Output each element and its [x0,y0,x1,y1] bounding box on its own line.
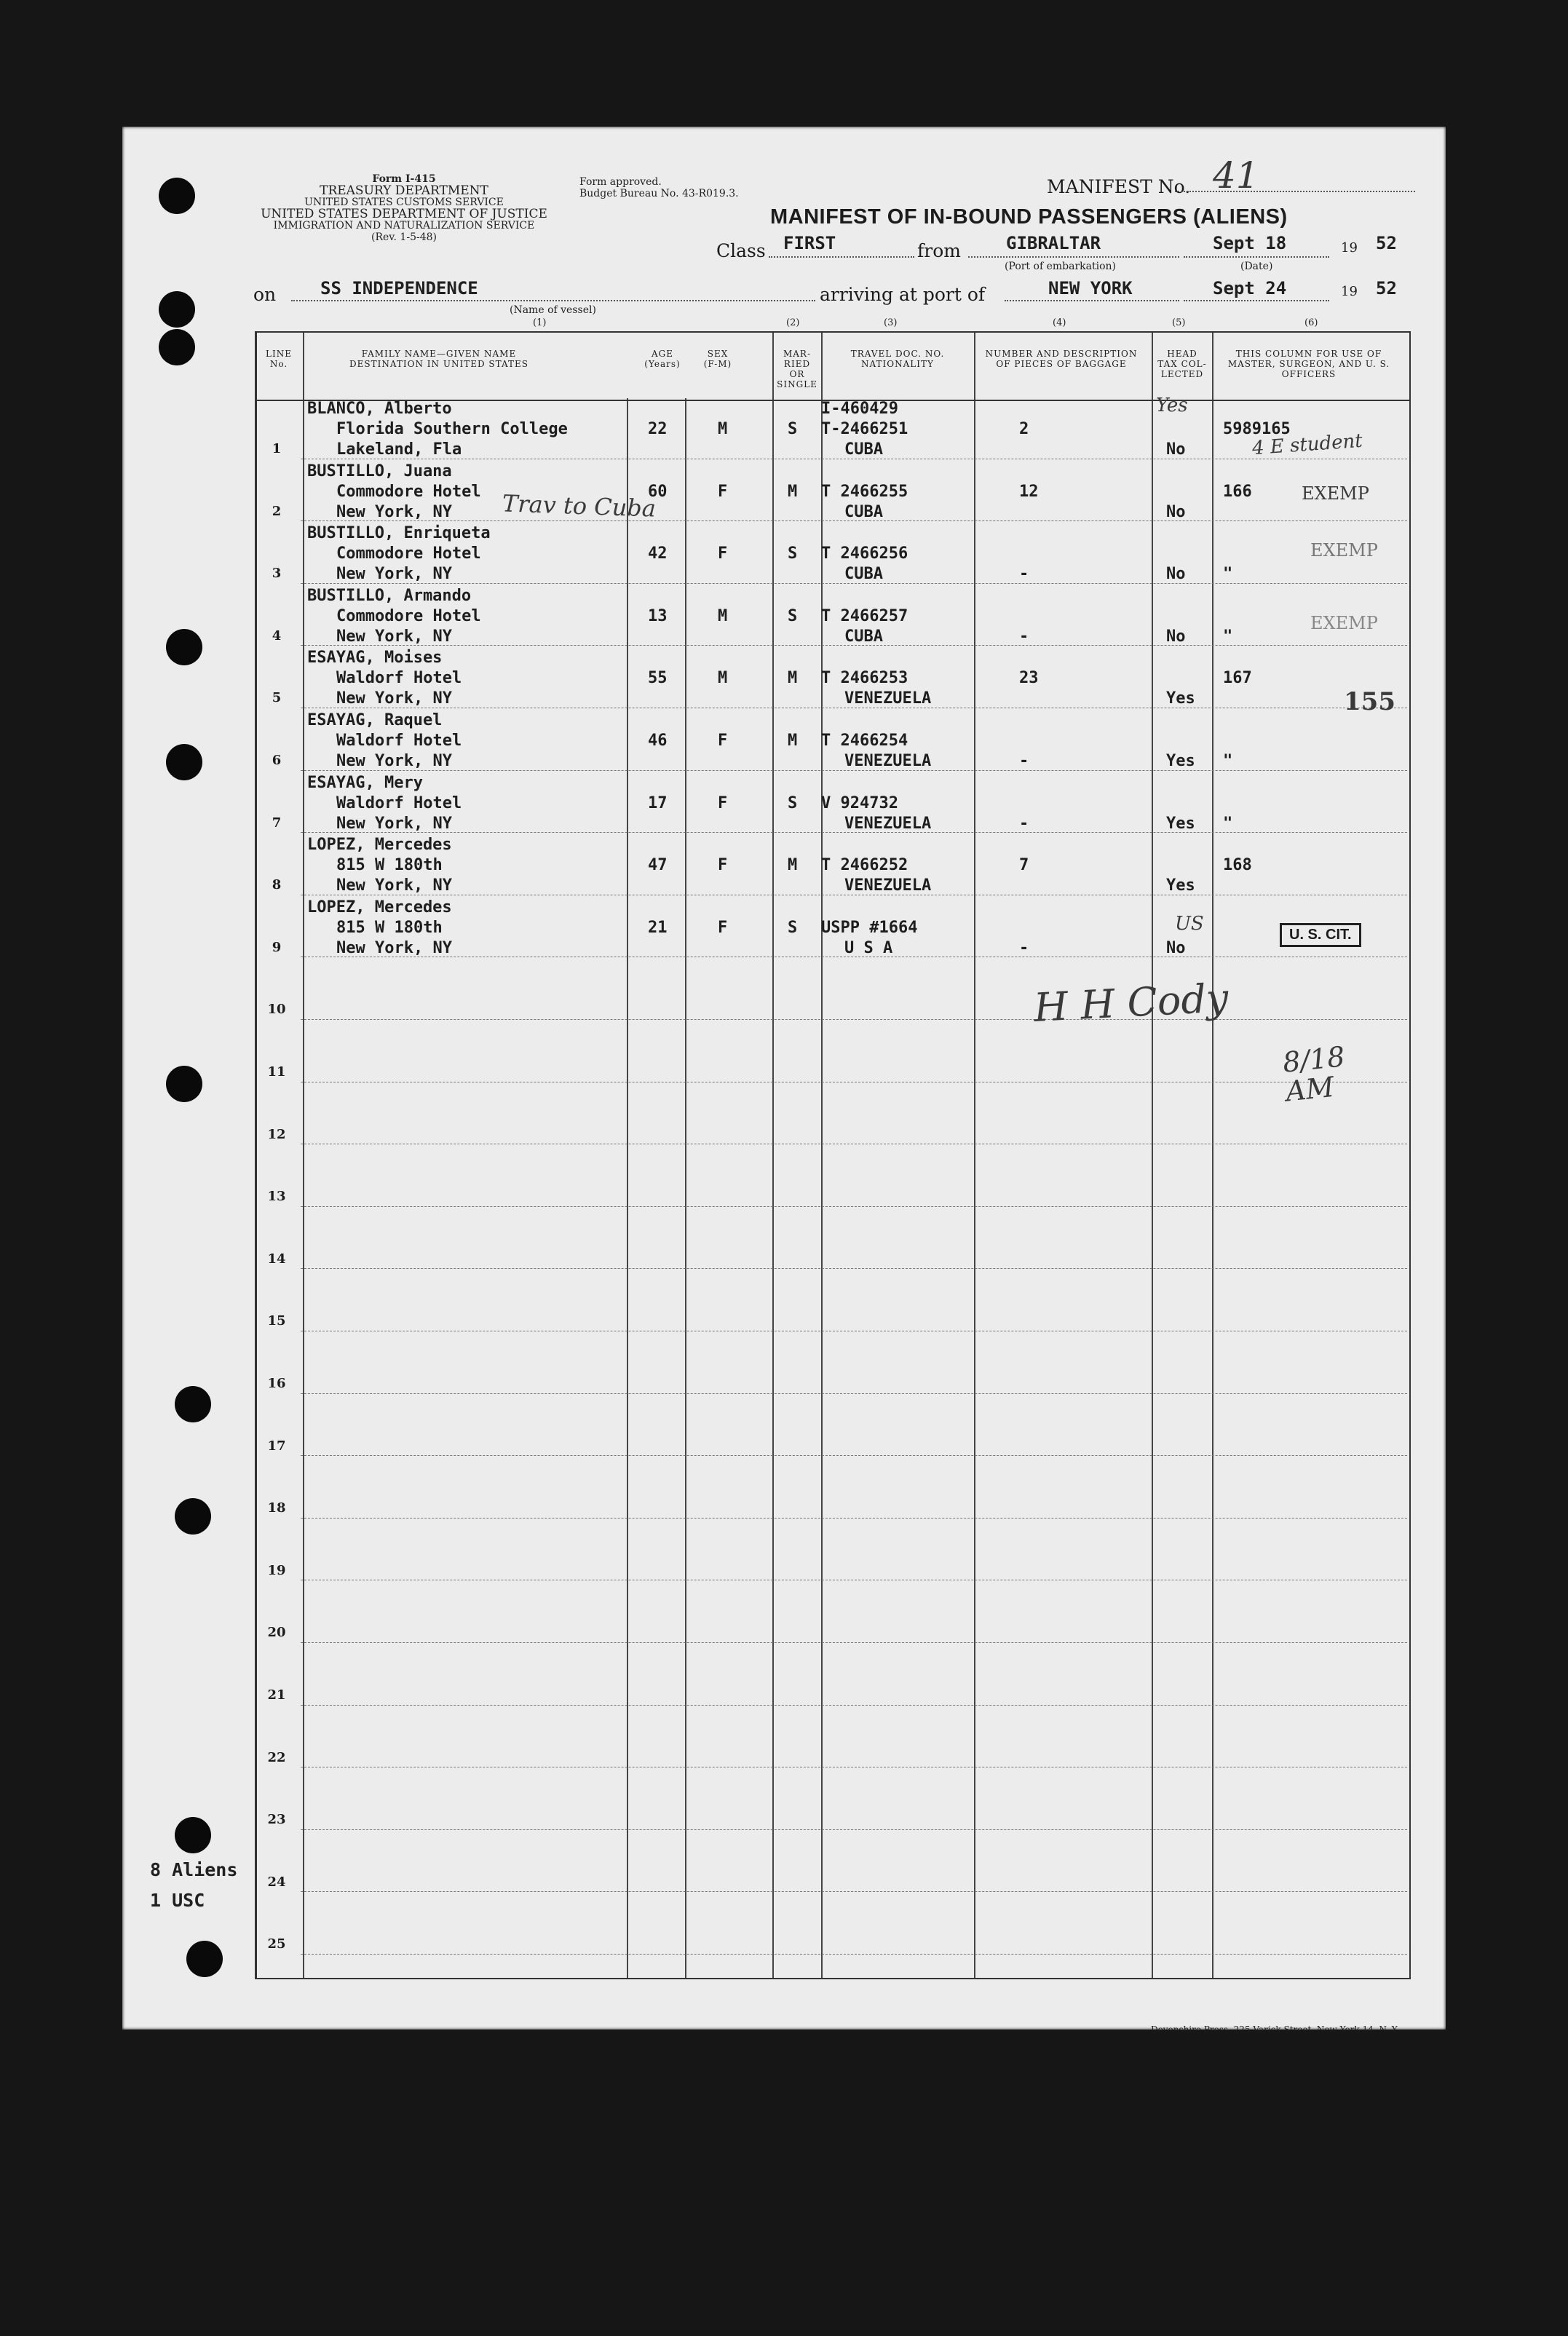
line-number: 15 [267,1313,286,1329]
line-number: 2 [272,503,282,519]
baggage-count: 23 [1019,669,1039,688]
col-divider [821,333,823,1978]
col-name-header: FAMILY NAME—GIVEN NAME DESTINATION IN UNITED STATES [349,349,528,369]
budget-bureau: Budget Bureau No. 43-R019.3. [579,188,739,199]
destination-line2: New York, NY [336,565,452,584]
passenger-name: ESAYAG, Mery [307,773,423,792]
year2-prefix: 19 [1341,284,1358,299]
row-rule [301,1954,1407,1955]
age-value: 42 [648,545,668,563]
destination-line1: Waldorf Hotel [336,732,462,750]
officer-note: " [1223,565,1233,584]
colnum: (6) [1304,317,1318,328]
destination-line2: New York, NY [336,938,452,957]
line-number: 24 [267,1874,286,1890]
nationality: VENEZUELA [844,814,932,833]
binder-hole [166,1066,202,1102]
line-number: 11 [267,1064,286,1080]
class-value: FIRST [783,233,836,253]
travel-doc: T-2466251 [821,420,908,438]
line-number: 6 [272,753,282,768]
nationality: CUBA [844,565,883,584]
marital-value: S [788,545,798,563]
embark-port: GIBRALTAR [1006,233,1101,253]
nationality: VENEZUELA [844,752,932,770]
col-tax-header: HEAD TAX COL-LECTED [1157,349,1207,379]
travel-doc: T 2466254 [821,732,908,750]
handwritten-yes: Yes [1156,395,1188,416]
baggage-count: 2 [1019,420,1029,438]
colnum: (1) [533,317,547,328]
officer-signature: H H Cody [1032,975,1230,1031]
head-tax: No [1166,440,1186,459]
embark-note: (Port of embarkation) [1005,261,1116,272]
binder-hole [159,329,195,365]
age-value: 21 [648,918,668,937]
manifest-number: 41 [1213,154,1259,197]
age-value: 17 [648,793,668,812]
form-number: Form I-415 [372,173,436,185]
travel-doc: USPP #1664 [821,918,918,937]
line-number: 14 [267,1251,286,1267]
line-number: 18 [267,1500,286,1516]
marital-value: M [788,732,798,750]
line-number: 9 [272,939,282,955]
passenger-name: BUSTILLO, Armando [307,586,472,605]
binder-hole [166,744,202,780]
line-number: 22 [267,1749,286,1765]
marital-value: M [788,856,798,875]
total-aliens: 8 Aliens [150,1859,238,1880]
form-approved: Form approved. [579,176,662,188]
row-rule [301,1829,1407,1830]
head-tax: No [1166,627,1186,646]
line-number: 25 [267,1936,286,1952]
col-line-header: LINE No. [266,349,292,369]
colnum: (5) [1172,317,1186,328]
travel-doc: V 924732 [821,793,898,812]
arrival-year: 52 [1376,278,1397,298]
colnum: (3) [884,317,898,328]
handwritten-count: 155 [1344,687,1395,716]
ins-service: IMMIGRATION AND NATURALIZATION SERVICE [273,220,535,231]
nationality: CUBA [844,502,883,521]
col-officer-header: THIS COLUMN FOR USE OF MASTER, SURGEON, AND U. S. OFFICERS [1227,349,1390,379]
head-tax: Yes [1166,752,1195,770]
sex-value: F [718,918,728,937]
total-usc: 1 USC [150,1890,205,1911]
destination-line1: Waldorf Hotel [336,793,462,812]
line-number: 21 [267,1687,286,1703]
baggage-count: - [1019,938,1029,957]
destination-line1: Commodore Hotel [336,606,481,625]
nationality: VENEZUELA [844,876,932,895]
destination-line2: New York, NY [336,627,452,646]
baggage-count: 7 [1019,856,1029,875]
line-number: 3 [272,566,282,582]
line-number: 12 [267,1126,286,1142]
page-title: MANIFEST OF IN-BOUND PASSENGERS (ALIENS) [770,205,1288,229]
travel-doc-primary: I-460429 [821,400,898,418]
us-citizen-stamp: U. S. CIT. [1280,923,1361,947]
sex-value: F [718,793,728,812]
age-value: 13 [648,606,668,625]
row-rule [301,1393,1407,1394]
marital-value: S [788,793,798,812]
age-value: 46 [648,732,668,750]
line-number: 7 [272,815,282,831]
vessel-name: SS INDEPENDENCE [320,278,478,298]
line-number: 23 [267,1812,286,1828]
handwritten-exempt: EXEMP [1310,613,1378,633]
col-sex-header: SEX (F-M) [703,349,732,369]
printer-footer: Devonshire Press, 225 Varick Street, New York 14, N. Y. [1150,2024,1399,2035]
line-number: 1 [272,441,282,456]
sex-value: M [718,669,728,688]
passenger-name: LOPEZ, Mercedes [307,898,452,916]
vessel-underline [291,300,815,301]
baggage-count: - [1019,627,1029,646]
age-value: 22 [648,420,668,438]
col-divider [1152,333,1153,1978]
vessel-note: (Name of vessel) [510,304,596,316]
port-underline [1005,300,1179,301]
row-rule [301,1206,1407,1207]
col-divider [627,398,628,1978]
year1-prefix: 19 [1341,240,1358,256]
travel-doc: T 2466257 [821,606,908,625]
row-rule [301,1455,1407,1456]
nationality: U S A [844,938,893,957]
destination-line1: Commodore Hotel [336,545,481,563]
handwritten-travel-note: Trav to Cuba [502,489,657,523]
form-header-block [248,173,561,243]
line-number: 10 [267,1002,286,1018]
row-rule [301,1518,1407,1519]
head-tax: No [1166,502,1186,521]
col-married-header: MAR-RIED OR SINGLE [777,349,817,389]
manifest-label: MANIFEST No. [1047,176,1191,197]
handwritten-exempt: EXEMP [1302,483,1369,504]
head-tax: Yes [1166,814,1195,833]
line-number: 16 [267,1376,286,1391]
embark-date: Sept 18 [1213,233,1287,253]
date1-underline [1184,256,1329,258]
sex-value: F [718,482,728,501]
destination-line2: New York, NY [336,752,452,770]
binder-hole [186,1941,223,1977]
nationality: CUBA [844,627,883,646]
destination-line2: New York, NY [336,502,452,521]
from-underline [968,256,1179,258]
date-note: (Date) [1240,261,1273,272]
colnum: (2) [786,317,800,328]
head-tax: No [1166,938,1186,957]
manifest-underline [1175,191,1415,192]
justice-dept: UNITED STATES DEPARTMENT OF JUSTICE [261,207,547,221]
marital-value: M [788,669,798,688]
line-number: 5 [272,690,282,706]
row-rule [301,1891,1407,1892]
sex-value: M [718,420,728,438]
line-number: 4 [272,627,282,644]
baggage-count: - [1019,565,1029,584]
binder-hole [166,629,202,665]
customs-service: UNITED STATES CUSTOMS SERVICE [304,197,504,208]
passenger-name: ESAYAG, Moises [307,649,443,668]
officer-note: " [1223,627,1233,646]
officer-note: 167 [1223,669,1252,688]
destination-line1: Waldorf Hotel [336,669,462,688]
arrival-date: Sept 24 [1213,278,1287,298]
travel-doc: T 2466253 [821,669,908,688]
passenger-name: BUSTILLO, Juana [307,462,452,480]
row-rule [301,1642,1407,1643]
col-divider [772,333,774,1978]
col-divider [1212,333,1213,1978]
embark-year: 52 [1376,233,1397,253]
revision: (Rev. 1-5-48) [371,231,437,243]
class-label: Class [716,240,766,261]
baggage-count: 12 [1019,482,1039,501]
officer-note: 168 [1223,856,1252,875]
officer-note: 5989165 [1223,420,1291,438]
col-baggage-header: NUMBER AND DESCRIPTION OF PIECES OF BAGGAGE [985,349,1138,369]
col-divider [974,333,975,1978]
marital-value: S [788,918,798,937]
travel-doc: T 2466255 [821,482,908,501]
class-underline [769,256,914,258]
handwritten-us: US [1175,913,1204,935]
colnum: (4) [1053,317,1066,328]
handwritten-student-note: 4 E student [1251,429,1363,460]
binder-hole [175,1386,211,1422]
col-divider [685,398,686,1978]
marital-value: S [788,606,798,625]
baggage-count: - [1019,814,1029,833]
officer-note: " [1223,814,1233,833]
col-age-header: AGE (Years) [644,349,681,369]
handwritten-exempt: EXEMP [1310,540,1378,561]
line-number: 13 [267,1189,286,1205]
row-rule [301,1019,1407,1020]
line-number: 20 [267,1625,286,1641]
destination-line2: New York, NY [336,876,452,895]
head-tax: Yes [1166,689,1195,708]
passenger-name: ESAYAG, Raquel [307,711,443,729]
sex-value: F [718,856,728,875]
sex-value: M [718,606,728,625]
row-rule [301,1705,1407,1706]
marital-value: S [788,420,798,438]
destination-line2: New York, NY [336,814,452,833]
passenger-name: BLANCO, Alberto [307,400,452,418]
head-tax: Yes [1166,876,1195,895]
travel-doc: T 2466252 [821,856,908,875]
age-value: 47 [648,856,668,875]
destination-line1: Florida Southern College [336,420,568,438]
on-label: on [253,284,277,305]
baggage-count: - [1019,752,1029,770]
arriving-label: arriving at port of [820,284,986,305]
binder-hole [175,1498,211,1535]
age-value: 60 [648,482,668,501]
from-label: from [917,240,961,261]
binder-hole [159,178,195,214]
row-rule [301,1268,1407,1269]
age-value: 55 [648,669,668,688]
destination-line1: 815 W 180th [336,918,443,937]
officer-note: " [1223,752,1233,770]
date2-underline [1184,300,1329,301]
arrival-port: NEW YORK [1048,278,1133,298]
destination-line1: Commodore Hotel [336,482,481,501]
passenger-name: BUSTILLO, Enriqueta [307,524,491,543]
travel-doc: T 2466256 [821,545,908,563]
marital-value: M [788,482,798,501]
destination-line2: Lakeland, Fla [336,440,462,459]
passenger-name: LOPEZ, Mercedes [307,836,452,855]
col-travel-header: TRAVEL DOC. NO. NATIONALITY [850,349,945,369]
destination-line2: New York, NY [336,689,452,708]
sex-value: F [718,732,728,750]
budget-block [579,176,739,199]
nationality: CUBA [844,440,883,459]
officer-note: 166 [1223,482,1252,501]
head-tax: No [1166,565,1186,584]
col-divider [303,333,304,1978]
handwritten-initials: 8/18 AM [1281,1040,1347,1108]
binder-hole [175,1817,211,1853]
destination-line1: 815 W 180th [336,856,443,875]
treasury-dept: TREASURY DEPARTMENT [320,183,488,198]
sex-value: F [718,545,728,563]
binder-hole [159,291,195,328]
nationality: VENEZUELA [844,689,932,708]
line-number: 8 [272,877,282,893]
line-number: 17 [267,1438,286,1454]
line-number: 19 [267,1562,286,1578]
